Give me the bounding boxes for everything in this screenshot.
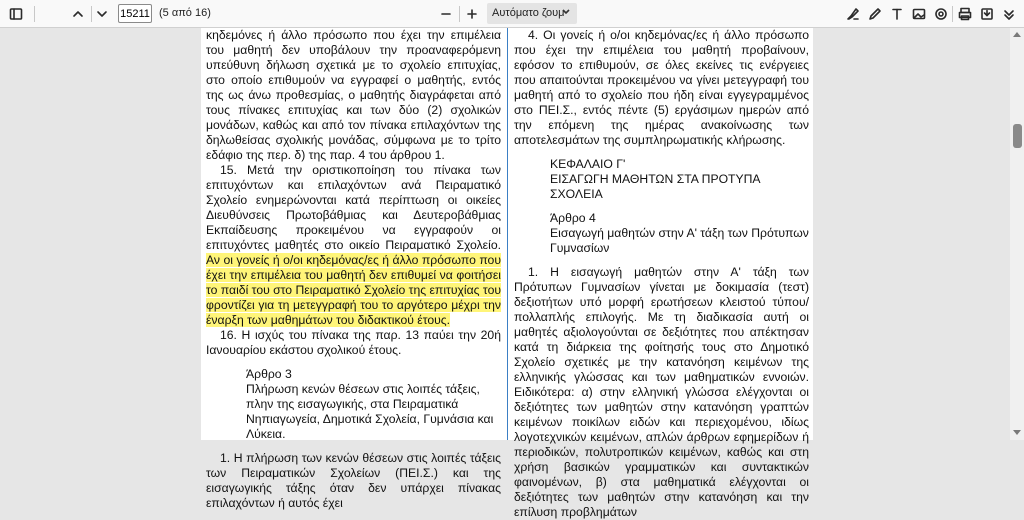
chevron-up-icon (71, 7, 85, 21)
print-icon (958, 7, 972, 21)
highlighted-text[interactable]: Αν οι γονείς ή ο/οι κηδεμόνας/ες ή άλλο πρόσωπο που έχει την επιμέλεια του μαθητή δεν επιθυμεί να φοιτήσει το παιδί του στο Πειραματικό Σχολείο της επιτυχίας του φροντίζει για τη μετεγγραφή του το αργότερο μέχρι την έναρξη των μαθημάτων του διδακτικού έτους. (206, 253, 502, 327)
zoom-out-button[interactable] (434, 3, 458, 25)
add-image-button[interactable] (907, 3, 931, 25)
vertical-scrollbar[interactable] (1010, 28, 1024, 440)
next-page-button[interactable] (90, 3, 114, 25)
scroll-up-icon[interactable] (1013, 32, 1021, 37)
toolbar-separator (34, 6, 35, 22)
highlight-button[interactable] (841, 3, 865, 25)
scroll-down-icon[interactable] (1013, 430, 1021, 435)
settings-icon (934, 7, 948, 21)
document-viewer[interactable] (0, 28, 1024, 519)
article-title: Άρθρο 4 (550, 211, 596, 225)
text-button[interactable] (885, 3, 909, 25)
article-subtitle: Πλήρωση κενών θέσεων στις λοιπές τάξεις, πλην της εισαγωγικής, στα Πειραματικά Νηπιαγωγεία, Δημοτικά Σχολεία, Γυμνάσια και Λύκεια. (246, 382, 494, 441)
zoom-select-value: Αυτόματο ζουμ (492, 7, 565, 19)
text-icon (890, 7, 904, 21)
paragraph-16: 16. Η ισχύς του πίνακα της παρ. 13 παύει την 20ή Ιανουαρίου εκάστου σχολικού έτους. (206, 328, 501, 357)
left-column (206, 28, 501, 511)
column-divider (507, 28, 508, 440)
zoom-in-button[interactable] (460, 3, 484, 25)
right-column (514, 28, 809, 520)
highlight-icon (846, 7, 860, 21)
draw-icon (868, 7, 882, 21)
chapter-heading (514, 157, 809, 256)
paragraph: κηδεμόνες ή άλλο πρόσωπο που έχει την επιμέλεια του μαθητή δεν υποβάλουν την προαναφερόμενη υπεύθυνη δήλωση σχετικά με το σχολείο επιτυχίας, στο οποίο επιθυμούν να εγγραφεί ο μαθητής, εντός της ως άνω προθεσμίας, ο μαθητής διαγράφεται από τους πίνακες επιτυχίας και των δύο (2) σχολικών μονάδων, καθώς και από τον πίνακα επιλαχόντων της δηλωθείσας σχολικής μονάδας, σύμφωνα με το τρίτο εδάφιο της περ. δ) της παρ. 4 του άρθρου 1. (206, 28, 501, 162)
paragraph: 4. Οι γονείς ή ο/οι κηδεμόνας/ες ή άλλο πρόσωπο που έχει την επιμέλεια του μαθητή προβαίνουν, εφόσον το επιθυμούν, σε όλες εκείνες τις ενέργειες που απαιτούνται προκειμένου να γίνει μετεγγραφή του μαθητή από το σχολείο που ήδη είναι εγγεγραμμένος στο ΠΕΙ.Σ., εντός πέντε (5) εργάσιμων ημερών από την επόμενη της ημέρας ανακοίνωσης των αποτελεσμάτων της συμπληρωματικής κλήρωσης. (514, 28, 809, 147)
zoom-out-icon (439, 7, 453, 21)
pdf-page (201, 28, 813, 519)
paragraph-text: 15. Μετά την οριστικοποίηση του πίνακα των επιτυχόντων και επιλαχόντων ανά Πειραματικό Σχολείο ενημερώνονται κατά περίπτωση οι οικείες Διευθύνσεις Πρωτοβάθμιας και Δευτεροβάθμιας Εκπαίδευσης προκειμένου να εγγραφούν οι επιτυχόντες μαθητές στο οικείο Πειραματικό Σχολείο. (206, 163, 501, 252)
print-button[interactable] (953, 3, 977, 25)
chapter-label: ΚΕΦΑΛΑΙΟ Γ' (550, 157, 626, 171)
image-icon (912, 7, 926, 21)
draw-button[interactable] (863, 3, 887, 25)
zoom-in-icon (465, 7, 479, 21)
paragraph: 1. Η πλήρωση των κενών θέσεων στις λοιπές τάξεις των Πειραματικών Σχολείων (ΠΕΙ.Σ.) και της εισαγωγικής τάξης όταν δεν υπάρχει πίνακας επιλαχόντων ή αυτός έχει (206, 451, 501, 510)
paragraph: 1. Η εισαγωγή μαθητών στην Α' τάξη των Πρότυπων Γυμνασίων γίνεται με δοκιμασία (τεστ) δεξιοτήτων υπό μορφή ερωτήσεων κλειστού τύπου/πολλαπλής επιλογής. Με τη διαδικασία αυτή οι μαθητές αξιολογούνται σε δεξιότητες που απέκτησαν κατά τη διάρκεια της φοίτησής τους στο Δημοτικό Σχολείο σχετικές με την κατανόηση κειμένων της ελληνικής γλώσσας και των μαθηματικών εννοιών. Ειδικότερα: α) στην ελληνική γλώσσα ελέγχονται οι δεξιότητες των μαθητών στην κατανόηση γραπτών κειμένων ποικίλων ειδών και περιεχομένου, ιδίως λογοτεχνικών κειμένων, απλών άρθρων εφημερίδων ή περιοδικών, πολυτροπικών κειμένων, καθώς και στη χρήση βασικών γραμματικών και συντακτικών φαινομένων, β) στα μαθηματικά ελέγχονται οι δεξιότητες των μαθητών στην κατανόηση και την επίλυση προβλημάτων (514, 265, 809, 519)
scrollbar-thumb[interactable] (1013, 124, 1022, 148)
sidebar-toggle-icon[interactable] (4, 3, 28, 25)
save-button[interactable] (975, 3, 999, 25)
page-count-label: (5 από 16) (159, 7, 211, 19)
save-icon (980, 7, 994, 21)
article-title: Άρθρο 3 (246, 367, 292, 381)
pdf-toolbar (0, 0, 1024, 28)
page-number-input[interactable] (118, 4, 152, 23)
article-subtitle: Εισαγωγή μαθητών στην Α' τάξη των Πρότυπων Γυμνασίων (550, 226, 809, 255)
chevron-down-icon (561, 7, 571, 20)
more-icon (1002, 7, 1016, 21)
settings-button[interactable] (929, 3, 953, 25)
chapter-title: ΕΙΣΑΓΩΓΗ ΜΑΘΗΤΩΝ ΣΤΑ ΠΡΟΤΥΠΑ ΣΧΟΛΕΙΑ (550, 172, 760, 201)
zoom-select[interactable] (487, 3, 577, 24)
previous-page-button[interactable] (66, 3, 90, 25)
paragraph-15 (206, 163, 501, 328)
chevron-down-icon (95, 7, 109, 21)
article-3-heading (206, 367, 501, 442)
more-tools-button[interactable] (997, 3, 1021, 25)
